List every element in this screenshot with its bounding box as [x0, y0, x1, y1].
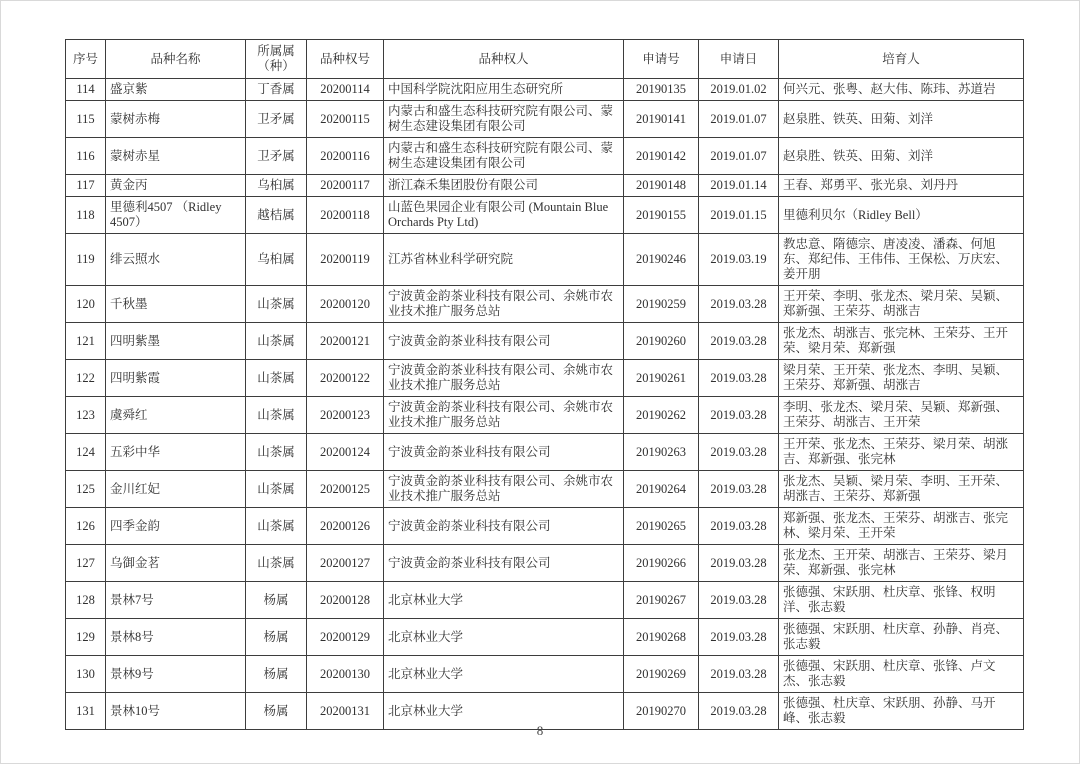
table-row — [66, 656, 1024, 693]
cell-right-holder: 浙江森禾集团股份有限公司 — [384, 175, 624, 197]
cell-genus: 山茶属 — [246, 471, 307, 508]
cell-breeders: 赵泉胜、铁英、田菊、刘洋 — [779, 101, 1024, 138]
cell-app-date: 2019.03.28 — [699, 545, 779, 582]
cell-variety-name: 乌御金茗 — [106, 545, 246, 582]
table-row — [66, 138, 1024, 175]
cell-genus: 卫矛属 — [246, 101, 307, 138]
cell-right-number: 20200118 — [307, 197, 384, 234]
cell-serial: 116 — [66, 138, 106, 175]
cell-app-number: 20190267 — [624, 582, 699, 619]
cell-variety-name: 景林7号 — [106, 582, 246, 619]
cell-right-holder: 宁波黄金韵茶业科技有限公司、余姚市农业技术推广服务总站 — [384, 286, 624, 323]
cell-genus: 越桔属 — [246, 197, 307, 234]
cell-app-date: 2019.03.28 — [699, 397, 779, 434]
cell-app-date: 2019.03.19 — [699, 234, 779, 286]
cell-right-holder: 内蒙古和盛生态科技研究院有限公司、蒙树生态建设集团有限公司 — [384, 101, 624, 138]
cell-serial: 125 — [66, 471, 106, 508]
cell-right-number: 20200115 — [307, 101, 384, 138]
cell-breeders: 张德强、宋跃朋、杜庆章、张锋、权明洋、张志毅 — [779, 582, 1024, 619]
column-header-variety-name: 品种名称 — [106, 40, 246, 79]
cell-app-date: 2019.01.14 — [699, 175, 779, 197]
table-row — [66, 197, 1024, 234]
cell-right-number: 20200125 — [307, 471, 384, 508]
cell-app-number: 20190265 — [624, 508, 699, 545]
cell-breeders: 赵泉胜、铁英、田菊、刘洋 — [779, 138, 1024, 175]
cell-right-holder: 北京林业大学 — [384, 582, 624, 619]
cell-serial: 126 — [66, 508, 106, 545]
cell-variety-name: 四明紫墨 — [106, 323, 246, 360]
cell-right-number: 20200114 — [307, 79, 384, 101]
cell-breeders: 张德强、宋跃朋、杜庆章、孙静、肖亮、张志毅 — [779, 619, 1024, 656]
table-row — [66, 397, 1024, 434]
table-row — [66, 508, 1024, 545]
cell-genus: 杨属 — [246, 693, 307, 730]
cell-serial: 114 — [66, 79, 106, 101]
column-header-app-date: 申请日 — [699, 40, 779, 79]
cell-variety-name: 金川红妃 — [106, 471, 246, 508]
cell-serial: 122 — [66, 360, 106, 397]
cell-genus: 乌桕属 — [246, 234, 307, 286]
cell-genus: 杨属 — [246, 656, 307, 693]
cell-app-number: 20190264 — [624, 471, 699, 508]
cell-app-number: 20190135 — [624, 79, 699, 101]
cell-app-date: 2019.03.28 — [699, 693, 779, 730]
cell-breeders: 王开荣、李明、张龙杰、梁月荣、吴颖、郑新强、王荣芬、胡涨吉 — [779, 286, 1024, 323]
cell-app-date: 2019.01.07 — [699, 101, 779, 138]
cell-right-number: 20200124 — [307, 434, 384, 471]
column-header-right-number: 品种权号 — [307, 40, 384, 79]
cell-right-number: 20200123 — [307, 397, 384, 434]
cell-serial: 119 — [66, 234, 106, 286]
cell-variety-name: 四明紫霞 — [106, 360, 246, 397]
cell-breeders: 张德强、杜庆章、宋跃朋、孙静、马开峰、张志毅 — [779, 693, 1024, 730]
cell-variety-name: 景林10号 — [106, 693, 246, 730]
cell-breeders: 李明、张龙杰、梁月荣、吴颖、郑新强、王荣芬、胡涨吉、王开荣 — [779, 397, 1024, 434]
table-row — [66, 545, 1024, 582]
table-row — [66, 360, 1024, 397]
cell-right-number: 20200116 — [307, 138, 384, 175]
cell-serial: 130 — [66, 656, 106, 693]
cell-genus: 山茶属 — [246, 397, 307, 434]
cell-serial: 123 — [66, 397, 106, 434]
cell-genus: 山茶属 — [246, 360, 307, 397]
cell-genus: 卫矛属 — [246, 138, 307, 175]
cell-genus: 山茶属 — [246, 323, 307, 360]
cell-app-number: 20190261 — [624, 360, 699, 397]
cell-app-number: 20190269 — [624, 656, 699, 693]
cell-breeders: 梁月荣、王开荣、张龙杰、李明、吴颖、王荣芬、郑新强、胡涨吉 — [779, 360, 1024, 397]
cell-genus: 丁香属 — [246, 79, 307, 101]
variety-rights-table — [65, 39, 1024, 730]
cell-app-date: 2019.03.28 — [699, 656, 779, 693]
cell-app-date: 2019.03.28 — [699, 434, 779, 471]
cell-app-number: 20190259 — [624, 286, 699, 323]
cell-variety-name: 五彩中华 — [106, 434, 246, 471]
cell-right-holder: 江苏省林业科学研究院 — [384, 234, 624, 286]
column-header-serial: 序号 — [66, 40, 106, 79]
cell-right-holder: 宁波黄金韵茶业科技有限公司 — [384, 508, 624, 545]
table-body — [66, 79, 1024, 730]
table-row — [66, 234, 1024, 286]
cell-app-number: 20190262 — [624, 397, 699, 434]
cell-variety-name: 四季金韵 — [106, 508, 246, 545]
cell-right-holder: 北京林业大学 — [384, 619, 624, 656]
cell-right-number: 20200126 — [307, 508, 384, 545]
cell-serial: 121 — [66, 323, 106, 360]
cell-right-number: 20200129 — [307, 619, 384, 656]
column-header-right-holder: 品种权人 — [384, 40, 624, 79]
cell-breeders: 教忠意、隋德宗、唐凌凌、潘森、何旭东、郑纪伟、王伟伟、王保松、万庆宏、姜开朋 — [779, 234, 1024, 286]
cell-variety-name: 蒙树赤梅 — [106, 101, 246, 138]
cell-app-number: 20190141 — [624, 101, 699, 138]
cell-breeders: 张德强、宋跃朋、杜庆章、张锋、卢文杰、张志毅 — [779, 656, 1024, 693]
cell-app-number: 20190155 — [624, 197, 699, 234]
cell-right-holder: 中国科学院沈阳应用生态研究所 — [384, 79, 624, 101]
cell-genus: 山茶属 — [246, 545, 307, 582]
table-row — [66, 619, 1024, 656]
cell-right-number: 20200131 — [307, 693, 384, 730]
cell-app-date: 2019.03.28 — [699, 508, 779, 545]
cell-genus: 杨属 — [246, 619, 307, 656]
cell-serial: 117 — [66, 175, 106, 197]
cell-serial: 131 — [66, 693, 106, 730]
column-header-genus: 所属属（种） — [246, 40, 307, 79]
cell-right-number: 20200119 — [307, 234, 384, 286]
cell-right-holder: 宁波黄金韵茶业科技有限公司、余姚市农业技术推广服务总站 — [384, 471, 624, 508]
cell-variety-name: 绯云照水 — [106, 234, 246, 286]
cell-genus: 山茶属 — [246, 286, 307, 323]
cell-breeders: 王春、郑勇平、张光泉、刘丹丹 — [779, 175, 1024, 197]
cell-app-number: 20190270 — [624, 693, 699, 730]
cell-app-number: 20190142 — [624, 138, 699, 175]
table-row — [66, 434, 1024, 471]
cell-breeders: 郑新强、张龙杰、王荣芬、胡涨吉、张完林、梁月荣、王开荣 — [779, 508, 1024, 545]
table-row — [66, 323, 1024, 360]
cell-app-date: 2019.03.28 — [699, 360, 779, 397]
table-header-row — [66, 40, 1024, 79]
cell-breeders: 张龙杰、胡涨吉、张完林、王荣芬、王开荣、梁月荣、郑新强 — [779, 323, 1024, 360]
cell-serial: 127 — [66, 545, 106, 582]
cell-breeders: 里德利贝尔（Ridley Bell） — [779, 197, 1024, 234]
page-number: 8 — [536, 723, 544, 738]
cell-app-number: 20190263 — [624, 434, 699, 471]
table-row — [66, 101, 1024, 138]
cell-variety-name: 蒙树赤星 — [106, 138, 246, 175]
table-row — [66, 286, 1024, 323]
cell-right-holder: 宁波黄金韵茶业科技有限公司、余姚市农业技术推广服务总站 — [384, 397, 624, 434]
table-row — [66, 582, 1024, 619]
cell-right-holder: 北京林业大学 — [384, 656, 624, 693]
cell-app-number: 20190246 — [624, 234, 699, 286]
cell-app-number: 20190260 — [624, 323, 699, 360]
cell-variety-name: 里德利4507 （Ridley 4507） — [106, 197, 246, 234]
cell-genus: 乌桕属 — [246, 175, 307, 197]
cell-app-date: 2019.03.28 — [699, 582, 779, 619]
cell-app-date: 2019.01.02 — [699, 79, 779, 101]
cell-right-number: 20200122 — [307, 360, 384, 397]
cell-variety-name: 盛京紫 — [106, 79, 246, 101]
cell-right-holder: 山蓝色果园企业有限公司 (Mountain Blue Orchards Pty Ltd) — [384, 197, 624, 234]
cell-right-number: 20200127 — [307, 545, 384, 582]
cell-breeders: 何兴元、张粤、赵大伟、陈玮、苏道岩 — [779, 79, 1024, 101]
cell-app-date: 2019.03.28 — [699, 323, 779, 360]
cell-right-holder: 宁波黄金韵茶业科技有限公司、余姚市农业技术推广服务总站 — [384, 360, 624, 397]
cell-right-holder: 内蒙古和盛生态科技研究院有限公司、蒙树生态建设集团有限公司 — [384, 138, 624, 175]
cell-serial: 128 — [66, 582, 106, 619]
cell-genus: 杨属 — [246, 582, 307, 619]
cell-app-date: 2019.03.28 — [699, 619, 779, 656]
cell-right-number: 20200121 — [307, 323, 384, 360]
table-row — [66, 471, 1024, 508]
cell-genus: 山茶属 — [246, 508, 307, 545]
cell-right-number: 20200130 — [307, 656, 384, 693]
cell-app-number: 20190148 — [624, 175, 699, 197]
cell-serial: 115 — [66, 101, 106, 138]
cell-right-number: 20200128 — [307, 582, 384, 619]
cell-variety-name: 黄金丙 — [106, 175, 246, 197]
cell-right-holder: 宁波黄金韵茶业科技有限公司 — [384, 434, 624, 471]
column-header-breeders: 培育人 — [779, 40, 1024, 79]
cell-serial: 129 — [66, 619, 106, 656]
column-header-app-number: 申请号 — [624, 40, 699, 79]
cell-breeders: 张龙杰、吴颖、梁月荣、李明、王开荣、胡涨吉、王荣芬、郑新强 — [779, 471, 1024, 508]
cell-right-number: 20200117 — [307, 175, 384, 197]
cell-breeders: 王开荣、张龙杰、王荣芬、梁月荣、胡涨吉、郑新强、张完林 — [779, 434, 1024, 471]
cell-serial: 120 — [66, 286, 106, 323]
cell-serial: 118 — [66, 197, 106, 234]
cell-breeders: 张龙杰、王开荣、胡涨吉、王荣芬、梁月荣、郑新强、张完林 — [779, 545, 1024, 582]
cell-variety-name: 虞舜红 — [106, 397, 246, 434]
cell-app-date: 2019.03.28 — [699, 471, 779, 508]
cell-app-date: 2019.01.07 — [699, 138, 779, 175]
cell-variety-name: 景林8号 — [106, 619, 246, 656]
cell-right-holder: 宁波黄金韵茶业科技有限公司 — [384, 545, 624, 582]
cell-genus: 山茶属 — [246, 434, 307, 471]
cell-app-date: 2019.01.15 — [699, 197, 779, 234]
cell-right-number: 20200120 — [307, 286, 384, 323]
cell-app-number: 20190268 — [624, 619, 699, 656]
cell-app-number: 20190266 — [624, 545, 699, 582]
cell-app-date: 2019.03.28 — [699, 286, 779, 323]
cell-variety-name: 景林9号 — [106, 656, 246, 693]
cell-right-holder: 北京林业大学 — [384, 693, 624, 730]
table-row — [66, 175, 1024, 197]
table-row — [66, 79, 1024, 101]
cell-right-holder: 宁波黄金韵茶业科技有限公司 — [384, 323, 624, 360]
cell-serial: 124 — [66, 434, 106, 471]
cell-variety-name: 千秋墨 — [106, 286, 246, 323]
